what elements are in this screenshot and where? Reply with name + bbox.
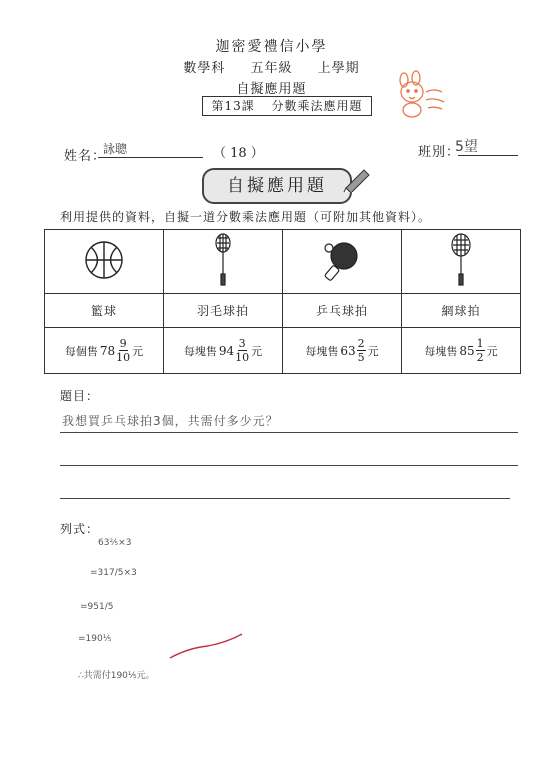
price-unit: 元 <box>132 344 144 358</box>
item-name: 籃球 <box>45 294 164 328</box>
fraction-denominator: 10 <box>116 351 131 364</box>
worksheet-type: 自擬應用題 <box>236 82 307 97</box>
table-tennis-paddle-icon <box>320 238 364 282</box>
item-name: 羽毛球拍 <box>164 294 283 328</box>
item-price <box>164 328 283 374</box>
class-underline <box>458 155 518 156</box>
price-fraction <box>476 337 485 364</box>
item-image-cell <box>283 230 402 294</box>
rabbit-stamp-icon <box>392 70 450 120</box>
grade: 五年級 <box>250 61 293 76</box>
price-prefix: 每塊售 <box>183 344 217 358</box>
formula-step: =317/5×3 <box>90 568 137 578</box>
item-name: 網球拍 <box>402 294 521 328</box>
formula-step: =190⅕ <box>78 634 112 644</box>
item-name: 乒乓球拍 <box>283 294 402 328</box>
price-fraction <box>235 337 249 364</box>
fraction-denominator: 5 <box>357 351 365 364</box>
item-price <box>45 328 164 374</box>
price-prefix: 每塊售 <box>305 344 339 358</box>
name-label: 姓名： <box>64 149 107 164</box>
name-value[interactable]: 詠聰 <box>103 142 128 156</box>
question-answer[interactable]: 我想買乒乓球拍3個，共需付多少元？ <box>62 414 279 428</box>
school-name: 迦密愛禮信小學 <box>215 39 328 55</box>
item-image-cell <box>402 230 521 294</box>
fraction-numerator: 1 <box>476 337 484 350</box>
lesson-box <box>202 96 372 116</box>
item-image-cell <box>164 230 283 294</box>
price-whole: 85 <box>459 343 475 358</box>
price-whole: 94 <box>218 343 235 358</box>
tennis-racket-icon <box>446 232 476 288</box>
fraction-denominator: 10 <box>235 351 250 364</box>
answer-line <box>60 498 510 499</box>
formula-step: 63⅖×3 <box>98 538 132 548</box>
items-table <box>44 229 521 374</box>
teacher-check-mark-icon <box>168 628 248 668</box>
fraction-numerator: 3 <box>238 337 246 350</box>
fraction-numerator: 9 <box>119 337 127 350</box>
class-value[interactable]: 5望 <box>455 139 478 155</box>
pencil-icon <box>340 166 372 192</box>
answer-line <box>60 432 518 433</box>
formula-work[interactable] <box>0 538 543 688</box>
name-underline <box>98 157 203 158</box>
price-unit: 元 <box>367 344 379 358</box>
price-unit: 元 <box>486 344 498 358</box>
instruction: 利用提供的資料，自擬一道分數乘法應用題（可附加其他資料）。 <box>60 210 432 224</box>
fraction-numerator: 2 <box>357 337 365 350</box>
lesson-number: 第13課 <box>211 99 255 113</box>
price-fraction <box>357 337 366 364</box>
badminton-racket-icon <box>208 232 238 288</box>
subject: 數學科 <box>183 61 226 76</box>
term: 上學期 <box>317 61 360 76</box>
price-whole: 78 <box>99 343 116 358</box>
price-prefix: 每塊售 <box>424 344 458 358</box>
price-prefix: 每個售 <box>64 344 98 358</box>
fraction-denominator: 2 <box>476 351 484 364</box>
answer-line <box>60 465 518 466</box>
question-label: 題目： <box>60 389 100 403</box>
item-image-cell <box>45 230 164 294</box>
subject-line <box>0 57 543 76</box>
student-number[interactable]: （ 18 ） <box>213 146 264 161</box>
price-fraction <box>116 337 130 364</box>
class-label: 班別： <box>418 145 461 160</box>
price-whole: 63 <box>340 343 356 358</box>
basketball-icon <box>82 238 126 282</box>
lesson-title: 分數乘法應用題 <box>271 99 363 113</box>
formula-step: =951/5 <box>80 602 114 612</box>
banner-title: 自擬應用題 <box>202 168 352 204</box>
formula-label: 列式： <box>60 522 100 536</box>
item-price <box>402 328 521 374</box>
formula-step: ∴共需付190⅕元。 <box>78 671 155 681</box>
item-price <box>283 328 402 374</box>
price-unit: 元 <box>251 344 263 358</box>
